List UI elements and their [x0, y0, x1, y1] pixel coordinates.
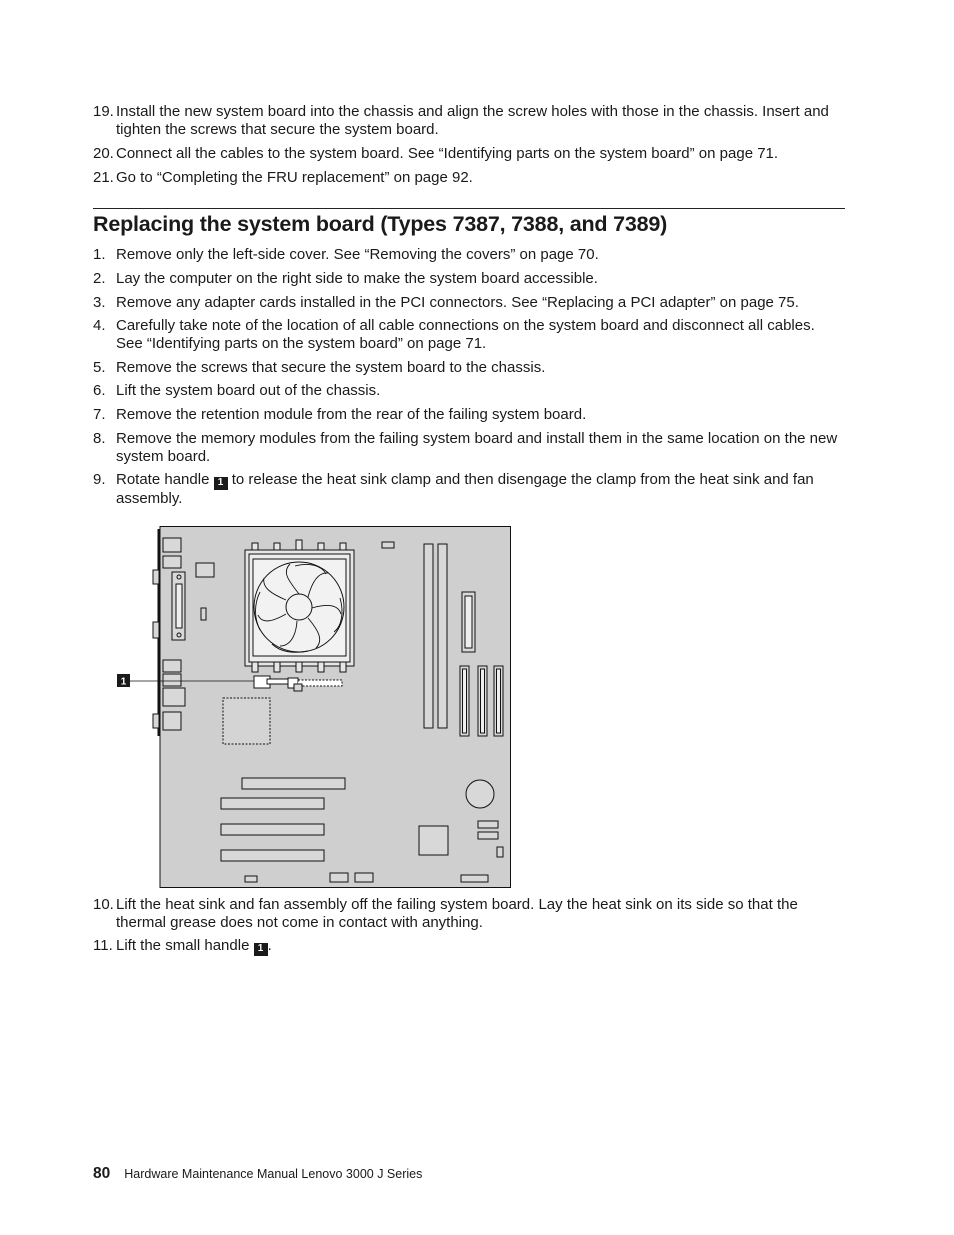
step-number: 6.: [93, 382, 106, 400]
io-connector: [163, 660, 181, 672]
step-text: Remove only the left-side cover. See “Removing the covers” on page 70.: [116, 246, 599, 263]
step-5: [93, 359, 845, 377]
chip: [196, 563, 214, 577]
io-connector: [163, 688, 185, 706]
step-9: [93, 471, 845, 508]
step-text: Lift the heat sink and fan assembly off the failing system board. Lay the heat sink on its side so that the thermal grease does not come in contact with anything.: [116, 896, 798, 931]
step-number: 20.: [93, 144, 114, 162]
step-2: [93, 270, 845, 288]
step-text: Lift the system board out of the chassis.: [116, 382, 381, 400]
step-number: 21.: [93, 168, 114, 186]
io-connector: [163, 538, 181, 552]
pci-express-slot: [242, 778, 345, 789]
callout-badge: 1: [214, 477, 228, 490]
step-21: [93, 169, 845, 187]
procedure-steps-continued: [93, 896, 845, 963]
header: [245, 876, 257, 882]
step-20: [93, 145, 845, 163]
io-connector: [163, 712, 181, 730]
parallel-port-pins: [176, 584, 182, 628]
step-text: Remove any adapter cards installed in the PCI connectors. See “Replacing a PCI adapter” on page 75.: [116, 293, 799, 311]
step-number: 5.: [93, 358, 106, 376]
step-1: [93, 246, 845, 264]
memory-slot: [438, 544, 447, 728]
step-number: 2.: [93, 269, 106, 287]
step-number: 3.: [93, 293, 106, 311]
section-title: Replacing the system board (Types 7387, 7388, and 7389): [93, 212, 668, 236]
figure-callout-label: 1: [120, 676, 127, 688]
step-number: 8.: [93, 430, 106, 448]
step-number: 1.: [93, 246, 106, 263]
io-connector: [163, 674, 181, 686]
step-number: 19.: [93, 103, 114, 120]
step-text: Go to “Completing the FRU replacement” on page 92.: [116, 168, 473, 186]
callout-badge: 1: [254, 943, 268, 956]
step-number: 10.: [93, 896, 114, 913]
jumper: [478, 821, 498, 828]
system-board-figure: [112, 526, 512, 888]
step-text: Carefully take note of the location of all cable connections on the system board and disconnect all cables. See “Identifying parts on the system board” on page 71.: [116, 317, 815, 352]
step-text-after: to release the heat sink clamp and then disengage the clamp from the heat sink and fan assembly.: [116, 471, 814, 508]
manual-title: Hardware Maintenance Manual Lenovo 3000 J Series: [124, 1167, 423, 1181]
step-text: Remove the retention module from the rear of the failing system board.: [116, 406, 587, 424]
step-text-before: Rotate handle: [116, 471, 214, 489]
io-connector: [153, 714, 159, 728]
page-footer: [93, 1165, 422, 1183]
jumper: [497, 847, 503, 857]
step-number: 11.: [93, 937, 113, 955]
section-divider: [93, 208, 845, 209]
step-number: 4.: [93, 317, 106, 335]
step-8: [93, 430, 845, 465]
step-text: Connect all the cables to the system board. See “Identifying parts on the system board” on page 71.: [116, 144, 779, 162]
step-text-before: Lift the small handle: [116, 937, 254, 955]
chip: [201, 608, 206, 620]
pci-slot: [221, 850, 324, 861]
step-6: [93, 382, 845, 400]
procedure-steps-list: [93, 246, 845, 514]
step-text: Remove the memory modules from the failing system board and install them in the same location on the new system board.: [116, 430, 838, 465]
step-text: Remove the screws that secure the system board to the chassis.: [116, 358, 546, 376]
io-connector: [163, 556, 181, 568]
step-number: 7.: [93, 406, 106, 424]
pci-slot: [221, 798, 324, 809]
continued-steps-list: [93, 103, 845, 193]
step-text-after: .: [267, 937, 272, 955]
fan-hub: [286, 594, 312, 620]
header: [330, 873, 348, 882]
step-4: [93, 317, 845, 352]
step-7: [93, 406, 845, 424]
header: [355, 873, 373, 882]
io-connector: [153, 570, 159, 584]
step-number: 9.: [93, 471, 106, 489]
step-10: [93, 896, 845, 931]
jumper: [478, 832, 498, 839]
io-connector: [153, 622, 159, 638]
pci-slot: [221, 824, 324, 835]
step-text: Install the new system board into the chassis and align the screw holes with those in the chassis. Insert and tighten the screws that secure the system board.: [116, 103, 829, 138]
step-3: [93, 294, 845, 312]
chip: [419, 826, 448, 855]
step-text: Lay the computer on the right side to make the system board accessible.: [116, 269, 598, 287]
step-19: [93, 103, 845, 138]
battery: [466, 780, 494, 808]
chipset: [223, 698, 270, 744]
memory-slot: [424, 544, 433, 728]
step-11: [93, 937, 845, 956]
page-number: 80: [93, 1165, 111, 1182]
heat-sink-fan-assembly: [245, 540, 354, 672]
header: [461, 875, 488, 882]
chip: [382, 542, 394, 548]
